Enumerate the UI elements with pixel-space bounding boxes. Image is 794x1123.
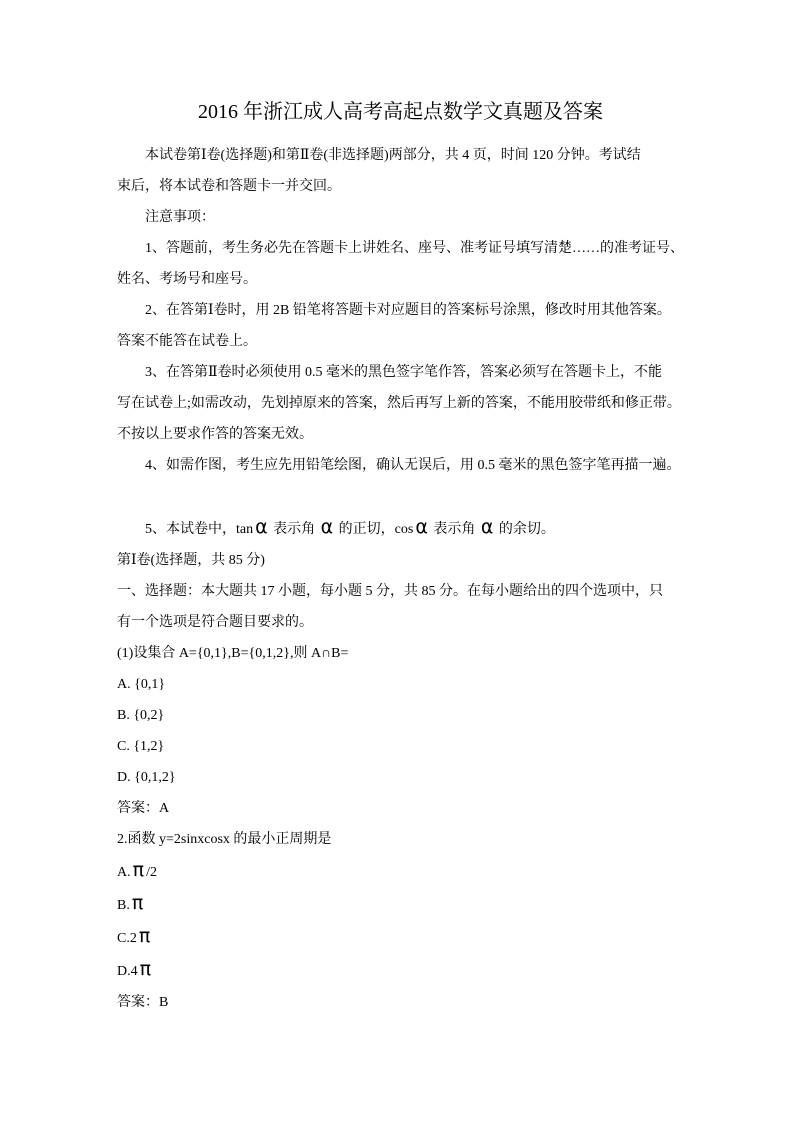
notice-item-5-text: 的余切。 [495, 522, 555, 537]
intro-line-1: 本试卷第Ⅰ卷(选择题)和第Ⅱ卷(非选择题)两部分，共 4 页，时间 120 分钟。考试结 [145, 148, 641, 163]
notice-item-5-text: 的正切，cos [335, 522, 414, 537]
question-2-option-d [117, 954, 684, 987]
page-title: 2016 年浙江成人高考高起点数学文真题及答案 [198, 101, 603, 123]
option-text: A. [117, 865, 131, 880]
question-1-option-b: B. {0,2} [117, 708, 165, 723]
option-text: D.4 [117, 964, 138, 979]
question-1-option-d: D. {0,1,2} [117, 770, 176, 785]
question-2-answer: 答案：B [117, 995, 169, 1010]
notice-item-2-line-2: 答案不能答在试卷上。 [117, 334, 257, 349]
question-1-option-c: C. {1,2} [117, 739, 165, 754]
notice-heading: 注意事项： [145, 210, 215, 225]
question-2-option-c [117, 921, 684, 954]
notice-item-5-text: 5、本试卷中，tan [145, 522, 254, 537]
question-2-option-a [117, 855, 684, 888]
notice-item-3-line-2: 写在试卷上;如需改动，先划掉原来的答案，然后再写上新的答案，不能用胶带纸和修正带。 [117, 396, 681, 411]
question-2-stem: 2.函数 y=2sinxcosx 的最小正周期是 [117, 832, 332, 847]
notice-item-3-line-3: 不按以上要求作答的答案无效。 [117, 427, 313, 442]
section-1-instructions-line-2: 有一个选项是符合题目要求的。 [117, 615, 313, 630]
option-text: B. [117, 898, 130, 913]
option-text: C.2 [117, 931, 137, 946]
section-1-heading: 第Ⅰ卷(选择题，共 85 分) [117, 553, 265, 568]
notice-item-1-line-1: 1、答题前，考生务必先在答题卡上讲姓名、座号、准考证号填写清楚……的准考证号、 [145, 241, 684, 256]
notice-item-5 [117, 512, 684, 545]
notice-item-5-text: 表示角 [269, 522, 319, 537]
alpha-symbol: α [255, 516, 268, 538]
notice-item-5-text: 表示角 [429, 522, 479, 537]
pi-symbol: π [132, 859, 145, 881]
question-1-option-a: A. {0,1} [117, 677, 166, 692]
intro-line-2: 束后，将本试卷和答题卡一并交回。 [117, 179, 341, 194]
option-text: /2 [146, 865, 157, 880]
question-2-option-b [117, 888, 684, 921]
notice-item-1-line-2: 姓名、考场号和座号。 [117, 272, 257, 287]
pi-symbol: π [138, 925, 151, 947]
blank-line [117, 481, 684, 512]
alpha-symbol: α [415, 516, 428, 538]
alpha-symbol: α [480, 516, 494, 538]
notice-item-2-line-1: 2、在答第Ⅰ卷时，用 2B 铅笔将答题卡对应题目的答案标号涂黑，修改时用其他答案。 [145, 303, 671, 318]
question-1-answer: 答案：A [117, 801, 170, 816]
section-1-instructions-line-1: 一、选择题：本大题共 17 小题，每小题 5 分，共 85 分。在每小题给出的四个选项中，只 [117, 584, 663, 599]
pi-symbol: π [139, 958, 152, 980]
question-1-stem: (1)设集合 A={0,1},B={0,1,2},则 A∩B= [117, 646, 349, 661]
alpha-symbol: α [320, 516, 334, 538]
notice-item-3-line-1: 3、在答第Ⅱ卷时必须使用 0.5 毫米的黑色签字笔作答，答案必须写在答题卡上，不能 [145, 365, 663, 380]
pi-symbol: π [131, 892, 144, 914]
notice-item-4-line-1: 4、如需作图，考生应先用铅笔绘图，确认无误后，用 0.5 毫米的黑色签字笔再描一遍。 [145, 458, 681, 473]
